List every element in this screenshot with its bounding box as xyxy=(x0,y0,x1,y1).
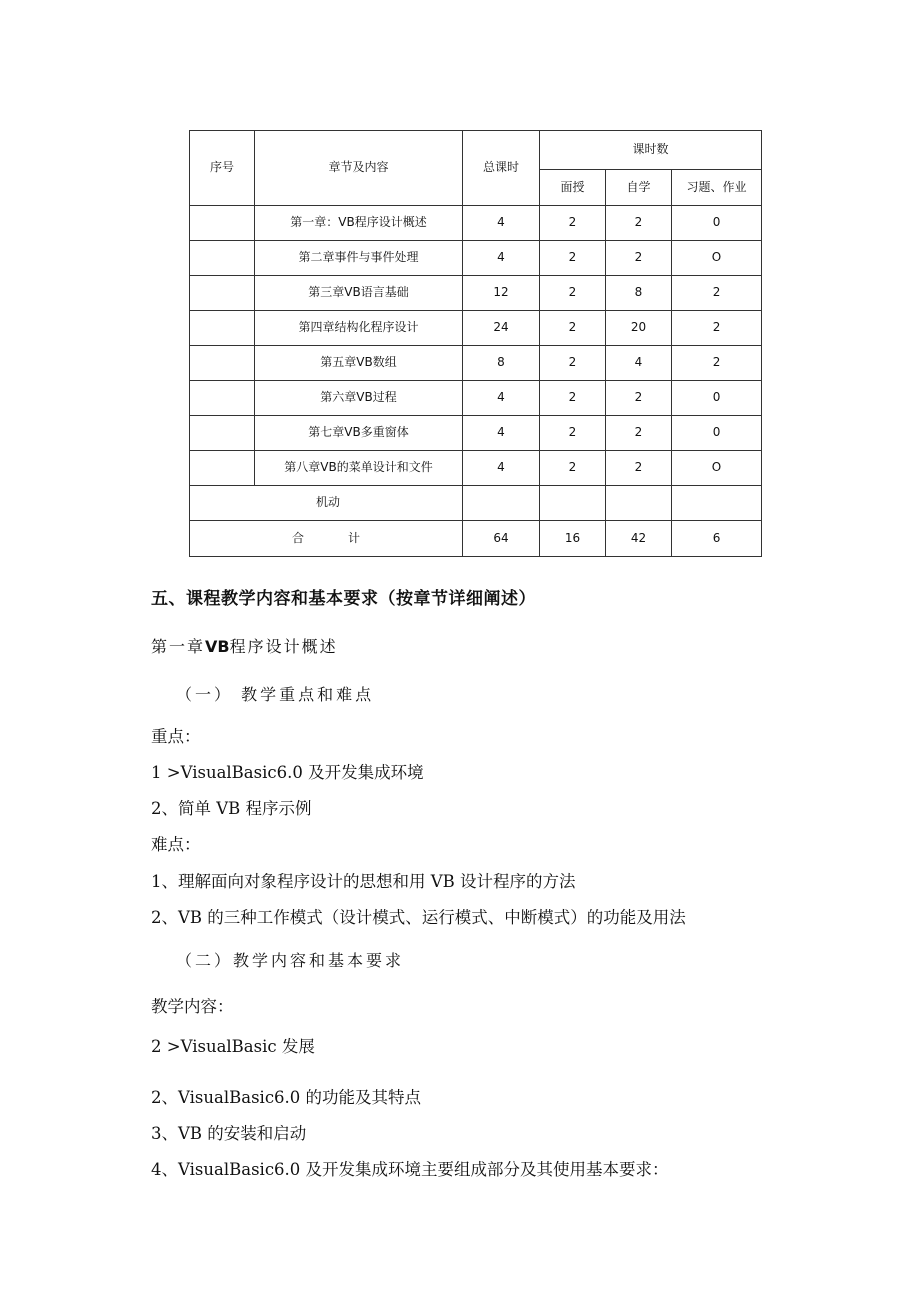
cell-exercise: O xyxy=(672,451,762,486)
subheading-key-difficult: （一） 教学重点和难点 xyxy=(176,685,375,704)
cell-total: 8 xyxy=(463,346,540,381)
cell-lecture xyxy=(540,486,606,521)
cell-exercise: 2 xyxy=(672,311,762,346)
cell-lecture: 2 xyxy=(540,206,606,241)
content-item-2: 2、VisualBasic6.0 的功能及其特点 xyxy=(151,1088,422,1107)
chapter-suffix: 程序设计概述 xyxy=(229,637,338,656)
header-self-study: 自学 xyxy=(606,170,672,206)
content-item-4: 4、VisualBasic6.0 及开发集成环境主要组成部分及其使用基本要求： xyxy=(151,1160,669,1179)
total-exercise: 6 xyxy=(672,521,762,557)
cell-exercise: O xyxy=(672,241,762,276)
cell-lecture: 2 xyxy=(540,241,606,276)
cell-exercise: 0 xyxy=(672,416,762,451)
key-label: 重点： xyxy=(151,727,201,746)
header-seq: 序号 xyxy=(190,131,255,206)
cell-exercise: 0 xyxy=(672,206,762,241)
cell-self-study: 2 xyxy=(606,241,672,276)
cell-self-study: 2 xyxy=(606,451,672,486)
cell-chapter: 第二章事件与事件处理 xyxy=(255,241,463,276)
cell-seq xyxy=(190,241,255,276)
cell-self-study: 8 xyxy=(606,276,672,311)
cell-total: 4 xyxy=(463,206,540,241)
difficult-point-1: 1、理解面向对象程序设计的思想和用 VB 设计程序的方法 xyxy=(151,872,576,891)
cell-lecture: 2 xyxy=(540,276,606,311)
table-row xyxy=(190,206,762,241)
cell-seq xyxy=(190,451,255,486)
table-row xyxy=(190,451,762,486)
cell-chapter: 第三章VB语言基础 xyxy=(255,276,463,311)
content-item-3: 3、VB 的安装和启动 xyxy=(151,1124,307,1143)
cell-self-study: 2 xyxy=(606,416,672,451)
cell-total: 4 xyxy=(463,416,540,451)
header-total-hours: 总课时 xyxy=(463,131,540,206)
subheading-content-requirements: （二）教学内容和基本要求 xyxy=(176,951,405,970)
content-label: 教学内容： xyxy=(151,997,234,1016)
total-self-study: 42 xyxy=(606,521,672,557)
cell-chapter: 第五章VB数组 xyxy=(255,346,463,381)
difficult-point-2: 2、VB 的三种工作模式（设计模式、运行模式、中断模式）的功能及用法 xyxy=(151,908,686,927)
cell-self-study xyxy=(606,486,672,521)
total-label xyxy=(190,521,463,557)
cell-lecture: 2 xyxy=(540,381,606,416)
cell-seq xyxy=(190,416,255,451)
cell-self-study: 2 xyxy=(606,206,672,241)
table-row xyxy=(190,241,762,276)
course-hours-table xyxy=(189,130,762,557)
cell-total xyxy=(463,486,540,521)
header-lecture: 面授 xyxy=(540,170,606,206)
cell-total: 12 xyxy=(463,276,540,311)
key-point-2: 2、简单 VB 程序示例 xyxy=(151,799,312,818)
chapter-vb: VB xyxy=(205,637,230,656)
key-point-1: 1 >VisualBasic6.0 及开发集成环境 xyxy=(151,763,424,782)
flex-label: 机动 xyxy=(190,486,463,521)
cell-chapter: 第四章结构化程序设计 xyxy=(255,311,463,346)
cell-seq xyxy=(190,206,255,241)
cell-seq xyxy=(190,311,255,346)
table-header-row xyxy=(190,131,762,170)
chapter-heading xyxy=(151,634,338,657)
table-row xyxy=(190,381,762,416)
header-hours-group: 课时数 xyxy=(540,131,762,170)
cell-seq xyxy=(190,381,255,416)
cell-lecture: 2 xyxy=(540,311,606,346)
cell-lecture: 2 xyxy=(540,451,606,486)
section-heading: 五、课程教学内容和基本要求（按章节详细阐述） xyxy=(151,589,536,609)
cell-total: 4 xyxy=(463,381,540,416)
chapter-prefix: 第一章 xyxy=(151,637,206,656)
cell-self-study: 20 xyxy=(606,311,672,346)
header-chapter: 章节及内容 xyxy=(255,131,463,206)
total-label-b: 计 xyxy=(348,530,361,545)
content-item-1: 2 >VisualBasic 发展 xyxy=(151,1037,315,1056)
cell-seq xyxy=(190,276,255,311)
table-row xyxy=(190,346,762,381)
cell-chapter: 第一章：VB程序设计概述 xyxy=(255,206,463,241)
table-row xyxy=(190,416,762,451)
cell-exercise: 0 xyxy=(672,381,762,416)
table-row xyxy=(190,311,762,346)
cell-chapter: 第七章VB多重窗体 xyxy=(255,416,463,451)
cell-exercise xyxy=(672,486,762,521)
cell-seq xyxy=(190,346,255,381)
difficult-label: 难点： xyxy=(151,835,201,854)
cell-exercise: 2 xyxy=(672,346,762,381)
cell-total: 4 xyxy=(463,241,540,276)
cell-lecture: 2 xyxy=(540,416,606,451)
total-hours: 64 xyxy=(463,521,540,557)
total-label-a: 合 xyxy=(291,530,304,545)
header-exercise: 习题、作业 xyxy=(672,170,762,206)
cell-self-study: 4 xyxy=(606,346,672,381)
cell-exercise: 2 xyxy=(672,276,762,311)
cell-chapter: 第六章VB过程 xyxy=(255,381,463,416)
total-lecture: 16 xyxy=(540,521,606,557)
cell-self-study: 2 xyxy=(606,381,672,416)
total-row xyxy=(190,521,762,557)
table-row xyxy=(190,276,762,311)
cell-total: 4 xyxy=(463,451,540,486)
cell-lecture: 2 xyxy=(540,346,606,381)
flex-row xyxy=(190,486,762,521)
cell-total: 24 xyxy=(463,311,540,346)
cell-chapter: 第八章VB的菜单设计和文件 xyxy=(255,451,463,486)
